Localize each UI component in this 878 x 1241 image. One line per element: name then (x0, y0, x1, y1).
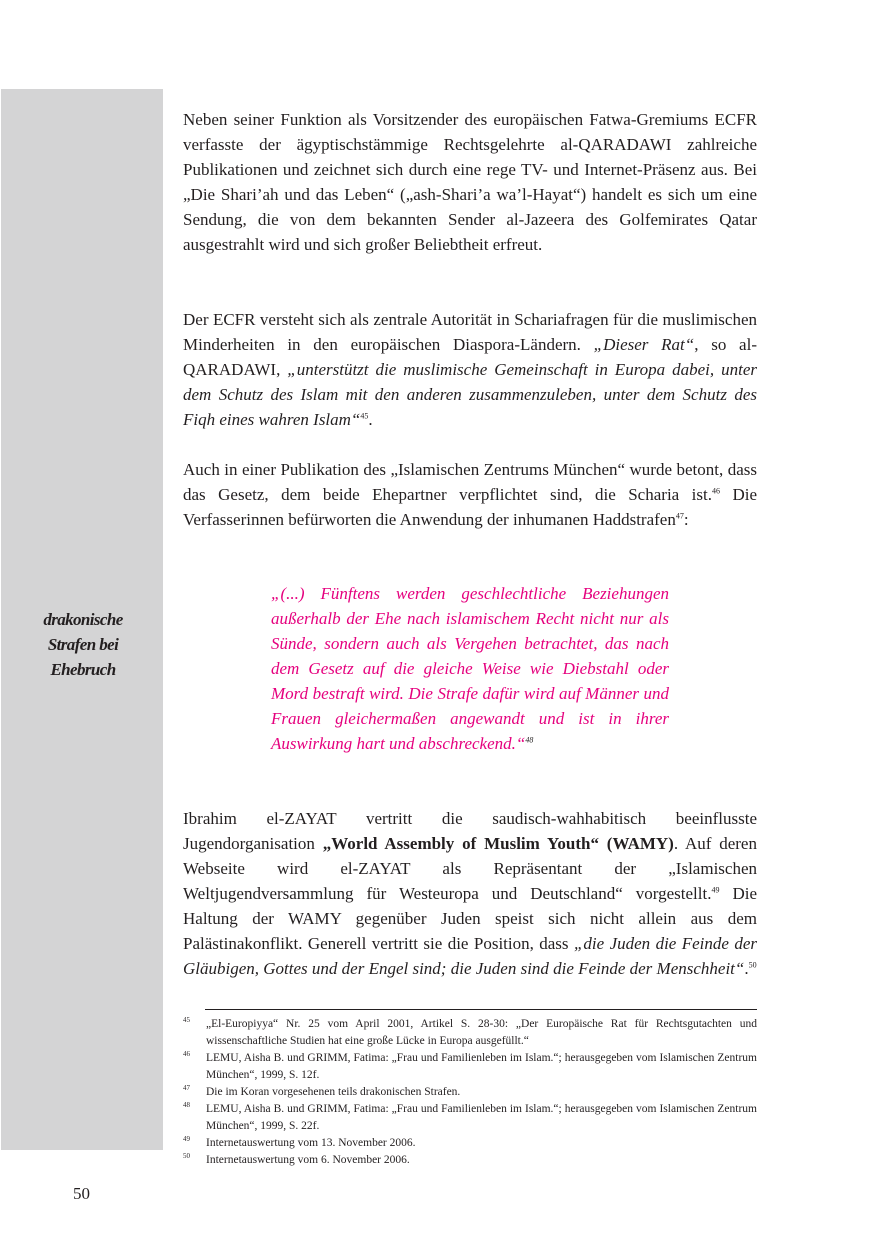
footnote-ref[interactable]: 46 (711, 486, 720, 496)
footnote-ref[interactable]: 47 (675, 511, 684, 521)
paragraph-3-text: Auch in einer Publikation des „Islamischen Zentrums München“ wurde betont, dass das Gesetz, dem beide Ehepartner verpflichtet sind, die Scharia ist. (183, 460, 757, 504)
inline-quote: „Dieser Rat“ (593, 335, 695, 354)
footnote-item (183, 1101, 757, 1135)
paragraph-3 (183, 457, 757, 532)
footnotes (183, 1016, 757, 1169)
footnote-text: Internetauswertung vom 6. November 2006. (206, 1154, 410, 1166)
footnote-number: 46 (183, 1050, 190, 1058)
footnote-item (183, 1152, 757, 1169)
inline-quote: „unterstützt die muslimische Gemeinschaft in Europa dabei, unter dem Schutz des Islam mit den anderen zusammenzuleben, unter dem Schutz des Fiqh eines wahren Islam“ (183, 360, 757, 429)
footnote-number: 47 (183, 1084, 190, 1092)
paragraph-4-text: Die Haltung der WAMY gegenüber Juden speist sich nicht allein aus dem Palästinakonflikt. Generell vertritt sie die Position, dass (183, 884, 757, 953)
block-quote-text: „(...) Fünftens werden geschlechtliche Beziehungen außerhalb der Ehe nach islamischem Recht nicht nur als Sünde, sondern auch als Vergehen betrachtet, das nach dem Gesetz auf die gleiche Weise wie Diebstahl oder Mord bestraft wird. Die Strafe dafür wird auf Männer und Frauen gleichermaßen angewandt und ist in ihrer Auswirkung hart und abschreckend.“ (271, 584, 669, 753)
footnote-item (183, 1135, 757, 1152)
footnote-text: Internetauswertung vom 13. November 2006. (206, 1137, 416, 1149)
paragraph-1 (183, 107, 757, 257)
footnote-item (183, 1084, 757, 1101)
footnote-number: 48 (183, 1101, 190, 1109)
margin-note-line: Ehebruch (50, 660, 116, 679)
footnote-ref[interactable]: 45 (360, 411, 369, 421)
paragraph-2-text: , so al-QARADAWI, (183, 335, 757, 379)
footnote-item (183, 1016, 757, 1050)
paragraph-2 (183, 307, 757, 432)
footnote-text: LEMU, Aisha B. und GRIMM, Fatima: „Frau und Familienleben im Islam.“; herausgegeben vom Islamischen Zentrum München“, 1999, S. 12f. (206, 1052, 757, 1081)
footnote-number: 45 (183, 1016, 190, 1024)
footnote-ref[interactable]: 50 (748, 960, 757, 970)
margin-note (10, 607, 156, 682)
paragraph-4-text: Ibrahim el-ZAYAT vertritt die saudisch-wahhabitisch beeinflusste Jugendorganisation (183, 809, 757, 853)
footnote-ref[interactable]: 49 (711, 885, 720, 895)
block-quote (271, 581, 669, 756)
footnote-text: LEMU, Aisha B. und GRIMM, Fatima: „Frau und Familienleben im Islam.“; herausgegeben vom Islamischen Zentrum München“, 1999, S. 22f. (206, 1103, 757, 1132)
paragraph-1-text: Neben seiner Funktion als Vorsitzender des europäischen Fatwa-Gremiums ECFR verfasste der ägyptischstämmige Rechtsgelehrte al-QARADAWI zahlreiche Publikationen und zeichnet sich durch eine rege TV- und Internet-Präsenz aus. Bei „Die Shari’ah und das Leben“ („ash-Shari’a wa’l-Hayat“) handelt es sich um eine Sendung, die von dem bekannten Sender al-Jazeera des Golfemirates Qatar ausgestrahlt wird und sich großer Beliebtheit erfreut. (183, 110, 757, 254)
paragraph-2-text: . (368, 410, 373, 429)
paragraph-4-text: . (744, 959, 749, 978)
margin-note-line: Strafen bei (47, 635, 119, 654)
footnote-text: Die im Koran vorgesehenen teils drakonischen Strafen. (206, 1086, 461, 1098)
paragraph-4-text: . Auf deren Webseite wird el-ZAYAT als Repräsentant der „Islamischen Weltjugendversammlung für Westeuropa und Deutschland“ vorgestellt. (183, 834, 757, 903)
organization-name: „World Assembly of Muslim Youth“ (WAMY) (322, 834, 674, 853)
paragraph-3-text: Die Verfasserinnen befürworten die Anwendung der inhumanen Haddstrafen (183, 485, 757, 529)
footnote-number: 49 (183, 1135, 190, 1143)
inline-quote: „die Juden die Feinde der Gläubigen, Gottes und der Engel sind; die Juden sind die Feinde der Menschheit“ (183, 934, 757, 978)
footnote-text: „El-Europiyya“ Nr. 25 vom April 2001, Artikel S. 28-30: „Der Europäische Rat für Rechtsgutachten und wissenschaftliche Studien hat eine große Lücke in Europa ausgefüllt.“ (206, 1018, 757, 1047)
paragraph-3-text: : (683, 510, 689, 529)
footnote-number: 50 (183, 1152, 190, 1160)
margin-note-line: drakonische (43, 610, 123, 629)
page-number: 50 (73, 1184, 90, 1203)
footnote-item (183, 1050, 757, 1084)
footnote-ref[interactable]: 48 (525, 735, 534, 745)
paragraph-4 (183, 806, 757, 981)
paragraph-2-text: Der ECFR versteht sich als zentrale Autorität in Schariafragen für die muslimischen Minderheiten in den europäischen Diaspora-Ländern. (183, 310, 757, 354)
footnote-divider (205, 1009, 757, 1010)
